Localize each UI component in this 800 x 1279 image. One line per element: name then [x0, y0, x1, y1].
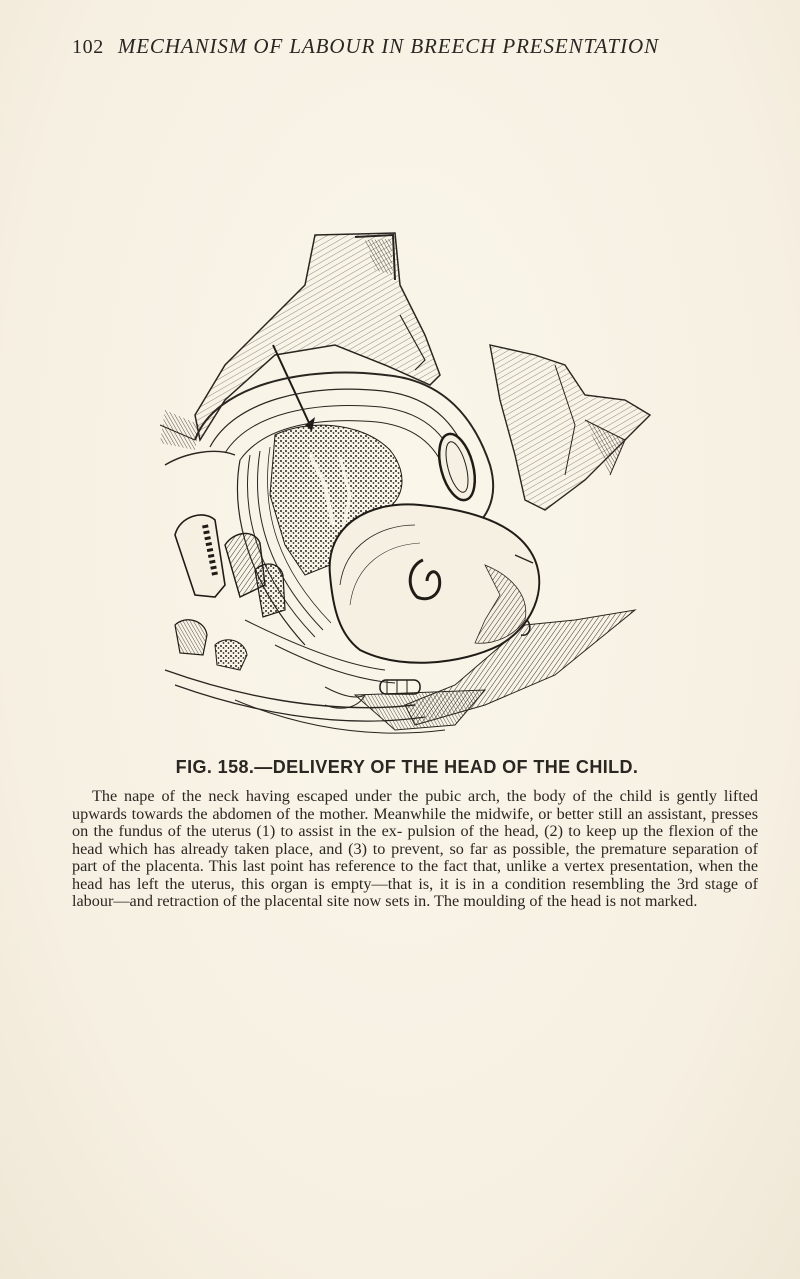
pressure-arrow	[273, 345, 315, 431]
page-number: 102	[72, 36, 104, 58]
figure-caption: FIG. 158.—DELIVERY OF THE HEAD OF THE CHILD.	[175, 757, 639, 777]
assistant-hand	[195, 233, 440, 440]
running-title: MECHANISM OF LABOUR IN BREECH PRESENTATION	[117, 34, 659, 58]
sacrum	[175, 515, 285, 670]
pubic-bone	[433, 430, 482, 504]
child-body	[490, 345, 650, 510]
running-head	[72, 34, 742, 64]
anatomical-illustration	[155, 225, 665, 745]
child-head	[330, 504, 540, 662]
body-paragraph: The nape of the neck having escaped under the pubic arch, the body of the child is gently lifted upwards towards the abdomen of the mother. Meanwhile the midwife, or better still an assistant, presses on the fundus of the uterus (1) to assist in the ex- pulsion of the head, (2) to keep up the flexion of the head which has already taken place, and (3) to prevent, so far as possible, the premature separation of part of the placenta. This last point has reference to the fact that, unlike a vertex presentation, when the head has left the uterus, this organ is empty—that is, it is in a condition resembling the 3rd stage of labour—and retraction of the placental site now sets in. The moulding of the head is not marked.	[72, 787, 758, 910]
illustration-drawing	[155, 225, 665, 745]
